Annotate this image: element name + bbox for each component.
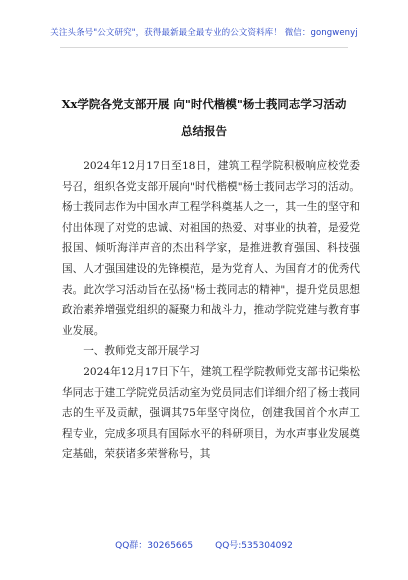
document-body [62, 156, 360, 465]
footer-contact [0, 538, 408, 551]
document-subtitle: 总结报告 [181, 124, 227, 138]
header-divider [60, 47, 348, 48]
body-paragraph-intro: 2024年12月17日至18日，建筑工程学院积极响应校党委号召，组织各党支部开展向"时代楷模"杨士莪同志学习的活动。杨士莪同志作为中国水声工程学科奠基人之一，其一生的坚守和付出体现了对党的忠诚、对祖国的热爱、对事业的执着，是爱党报国、倾听海洋声音的杰出科学家，是推进教育强国、科技强国、人才强国建设的先锋模范，是为党育人、为国育才的优秀代表。此次学习活动旨在弘扬"杨士莪同志的精神"，提升党员思想政治素养增强党组织的凝聚力和战斗力，推动学院党建与教育事业发展。 [62, 160, 360, 337]
footer-qq-number: QQ号:535304092 [215, 541, 293, 551]
header-banner: 关注头条号"公文研究"，获得最新最全最专业的公文资料库！ 微信：gongwenyj [50, 28, 358, 38]
section-heading: 一、教师党支部开展学习 [83, 345, 200, 358]
footer-qq-group: QQ群：30265665 [115, 541, 194, 551]
document-title: Xx学院各党支部开展 向"时代楷模"杨士莪同志学习活动 [61, 97, 347, 111]
body-paragraph-section: 2024年12月17日下午，建筑工程学院教师党支部书记柴松华同志于建工学院党员活动室为党员同志们详细介绍了杨士莪同志的生平及贡献，强调其75年坚守岗位，创建我国首个水声工程专业，完成多项具有国际水平的科研项目，为水声事业发展奠定基础，荣获诸多荣誉称号，其 [62, 365, 360, 461]
